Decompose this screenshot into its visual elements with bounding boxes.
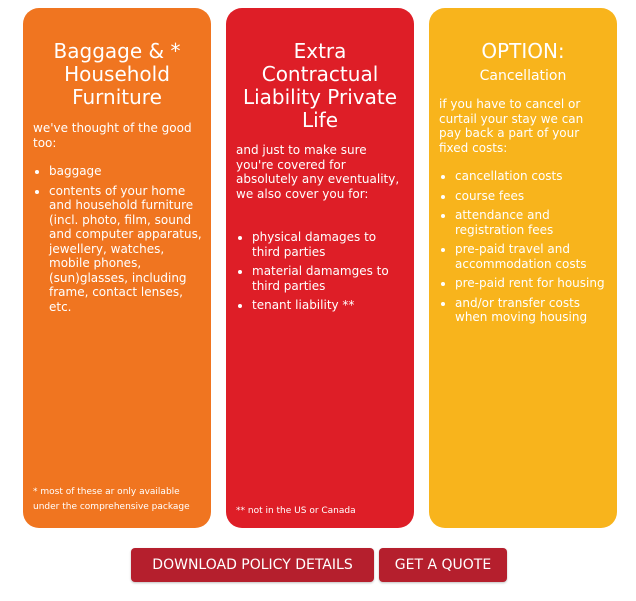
- download-policy-button[interactable]: DOWNLOAD POLICY DETAILS: [131, 548, 374, 582]
- card-title-line: Life: [301, 108, 339, 132]
- list-item: • contents of your home and household furniture (incl. photo, film, sound and computer apparatus, jewellery, watches, mobile phones, (sun)glasses, including frame, contact lenses, etc.: [49, 184, 203, 315]
- card-title-line: Household: [64, 62, 170, 86]
- liability-card-title: [234, 40, 406, 132]
- baggage-card-list: [33, 164, 203, 319]
- cancellation-card-intro: if you have to cancel or curtail your stay we can pay back a part of your fixed costs:: [439, 97, 584, 155]
- list-item: • attendance and registration fees: [455, 208, 609, 237]
- liability-card: [226, 8, 414, 528]
- list-item: • pre-paid rent for housing: [455, 276, 609, 291]
- liability-card-footnote: ** not in the US or Canada: [236, 506, 356, 516]
- liability-card-intro: and just to make sure you're covered for absolutely any eventuality, we also cover you for:: [236, 143, 400, 201]
- card-title-line: OPTION:: [481, 39, 565, 63]
- liability-card-list: [236, 230, 406, 318]
- card-title-line: Contractual: [261, 62, 379, 86]
- list-item: • pre-paid travel and accommodation costs: [455, 242, 609, 271]
- list-item: • physical damages to third parties: [252, 230, 406, 259]
- list-item: • material damamges to third parties: [252, 264, 406, 293]
- baggage-card-intro: we've thought of the good too:: [33, 121, 192, 150]
- card-title-line: Furniture: [72, 85, 162, 109]
- cancellation-card-title: [437, 40, 609, 63]
- list-item: • baggage: [49, 164, 203, 179]
- list-item: • course fees: [455, 189, 609, 204]
- baggage-card: [23, 8, 211, 528]
- baggage-card-footnote: * most of these ar only available under the comprehensive package: [33, 487, 190, 512]
- card-title-line: Extra: [293, 39, 347, 63]
- cancellation-card: [429, 8, 617, 528]
- get-quote-button[interactable]: GET A QUOTE: [379, 548, 507, 582]
- list-item: • cancellation costs: [455, 169, 609, 184]
- cancellation-card-list: [439, 169, 609, 330]
- card-title-line: Baggage & *: [53, 39, 181, 63]
- baggage-card-title: [31, 40, 203, 109]
- cancellation-card-subtitle: Cancellation: [479, 68, 567, 84]
- card-title-line: Liability Private: [242, 85, 398, 109]
- list-item: • and/or transfer costs when moving housing: [455, 296, 609, 325]
- list-item: • tenant liability **: [252, 298, 406, 313]
